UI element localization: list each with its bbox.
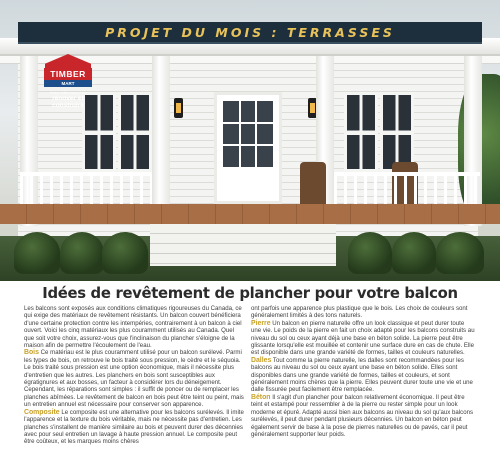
paragraph-keyword: Béton <box>251 393 271 401</box>
logo-tagline-small: Votre référence pour <box>49 90 87 95</box>
banner-title: PROJET DU MOIS : TERRASSES <box>105 24 395 40</box>
article-headline: Idées de revêtement de plancher pour votre balcon <box>42 285 458 302</box>
paragraph-text: Les balcons sont exposés aux conditions climatiques rigoureuses du Canada, ce qui exige des matériaux de revêtement résistants. Un balcon couvert bénéficiera d'une certaine protection contre les intempéries, contrairement à un balcon à ciel ouvert. Voici les cinq matériaux les plus couramment utilisés au Canada. Quel que soit votre choix, assurez-vous que l'inclinaison du plancher s'éloigne de la maison afin de permettre l'écoulement de l'eau. <box>24 305 242 350</box>
window <box>344 92 378 172</box>
article-paragraph <box>251 320 475 357</box>
article-paragraph <box>24 349 245 408</box>
article-column-left <box>24 305 245 446</box>
shrub <box>60 232 104 274</box>
house-roof-icon <box>45 54 91 68</box>
shrub <box>392 232 436 274</box>
wood-deck <box>0 204 500 224</box>
title-banner <box>18 22 482 44</box>
shrub <box>14 232 60 274</box>
article-column-right <box>251 305 475 438</box>
article-paragraph <box>251 305 475 320</box>
porch-railing <box>20 172 152 204</box>
paragraph-text: ont parfois une apparence plus plastique que le bois. Les choix de couleurs sont généralement limités à des tons naturels. <box>251 305 468 320</box>
porch-column <box>152 56 170 226</box>
timber-mart-logo <box>44 54 92 109</box>
paragraph-text: Ce matériau est le plus couramment utilisé pour un balcon surélevé. Parmi les types de bois, on retrouve le bois traité sous pression, le cèdre et le séquoia. Le bois traité sous pression est une option économique, mais il nécessite plus d'entretien que les autres. Les planchers en bois sont susceptibles aux égratignures et aux bosses, un facteur à considérer lors du déneigement. Cependant, les réparations sont simples : il suffit de poncer ou de remplacer les planches abîmées. Le revêtement de balcon en bois peut être teint ou peint, mais un entretien annuel est nécessaire pour conserver son apparence. <box>24 349 244 409</box>
paragraph-text: Tout comme la pierre naturelle, les dalles sont recommandées pour les balcons au niveau du sol ou ceux ayant une base en béton solide. Elles sont disponibles dans une grande variété de formes, tailles et couleurs, et sont généralement moins chères que la pierre. Elles peuvent durer toute une vie et une dalle fissurée peut facilement être remplacée. <box>251 356 473 394</box>
shrub <box>436 232 484 274</box>
porch-steps <box>150 224 336 266</box>
logo-tagline-big: rénover et construire <box>52 95 84 109</box>
porch-chair <box>300 162 326 204</box>
front-door <box>214 92 282 204</box>
shrub <box>348 232 392 274</box>
logo-name: TIMBER <box>44 68 92 80</box>
window <box>118 92 152 172</box>
paragraph-keyword: Pierre <box>251 319 271 327</box>
wall-lamp <box>174 98 183 118</box>
paragraph-text: Un balcon en pierre naturelle offre un look classique et peut durer toute une vie. Le poids de la pierre en fait un choix adapté pour les balcons construits au niveau du sol ou ceux ayant déjà une base en béton solide. La pierre peut être glissante lorsqu'elle est mouillée et contenir une surface dure en cas de chute. Elle est disponible dans une grande variété de formes, tailles et couleurs naturelles. <box>251 319 475 357</box>
paragraph-keyword: Dalles <box>251 356 272 364</box>
paragraph-keyword: Bois <box>24 349 39 357</box>
door-glass <box>223 101 273 167</box>
window <box>380 92 414 172</box>
article-paragraph <box>251 394 475 438</box>
paragraph-text: Le composite est une alternative pour les balcons surélevés. Il imite l'apparence et la texture du bois véritable, mais ne nécessite pas d'entretien. Les planches s'installent de manière similaire au bois et peuvent durer des décennies avec pour seul entretien un lavage à haute pression annuel. Le composite peut être coûteux, et les marques moins chères <box>24 408 244 446</box>
shrub <box>102 232 148 274</box>
article-paragraph <box>251 357 475 394</box>
article-paragraph <box>24 305 245 349</box>
porch-railing <box>334 172 480 204</box>
logo-sub: MART <box>44 80 92 87</box>
article-paragraph <box>24 409 245 446</box>
paragraph-text: Il s'agit d'un plancher pour balcon relativement économique. Il peut être teint et estampé pour ressembler à de la pierre ou rester simple pour un look moderne et épuré. Adapté aussi bien aux balcons au niveau du sol qu'aux balcons surélevés, il peut durer pendant plusieurs décennies. Un balcon en béton peut également servir de base à la pose de pierres naturelles ou de pavés, car il peut généralement supporter leur poids. <box>251 393 474 438</box>
paragraph-keyword: Composite <box>24 408 60 416</box>
